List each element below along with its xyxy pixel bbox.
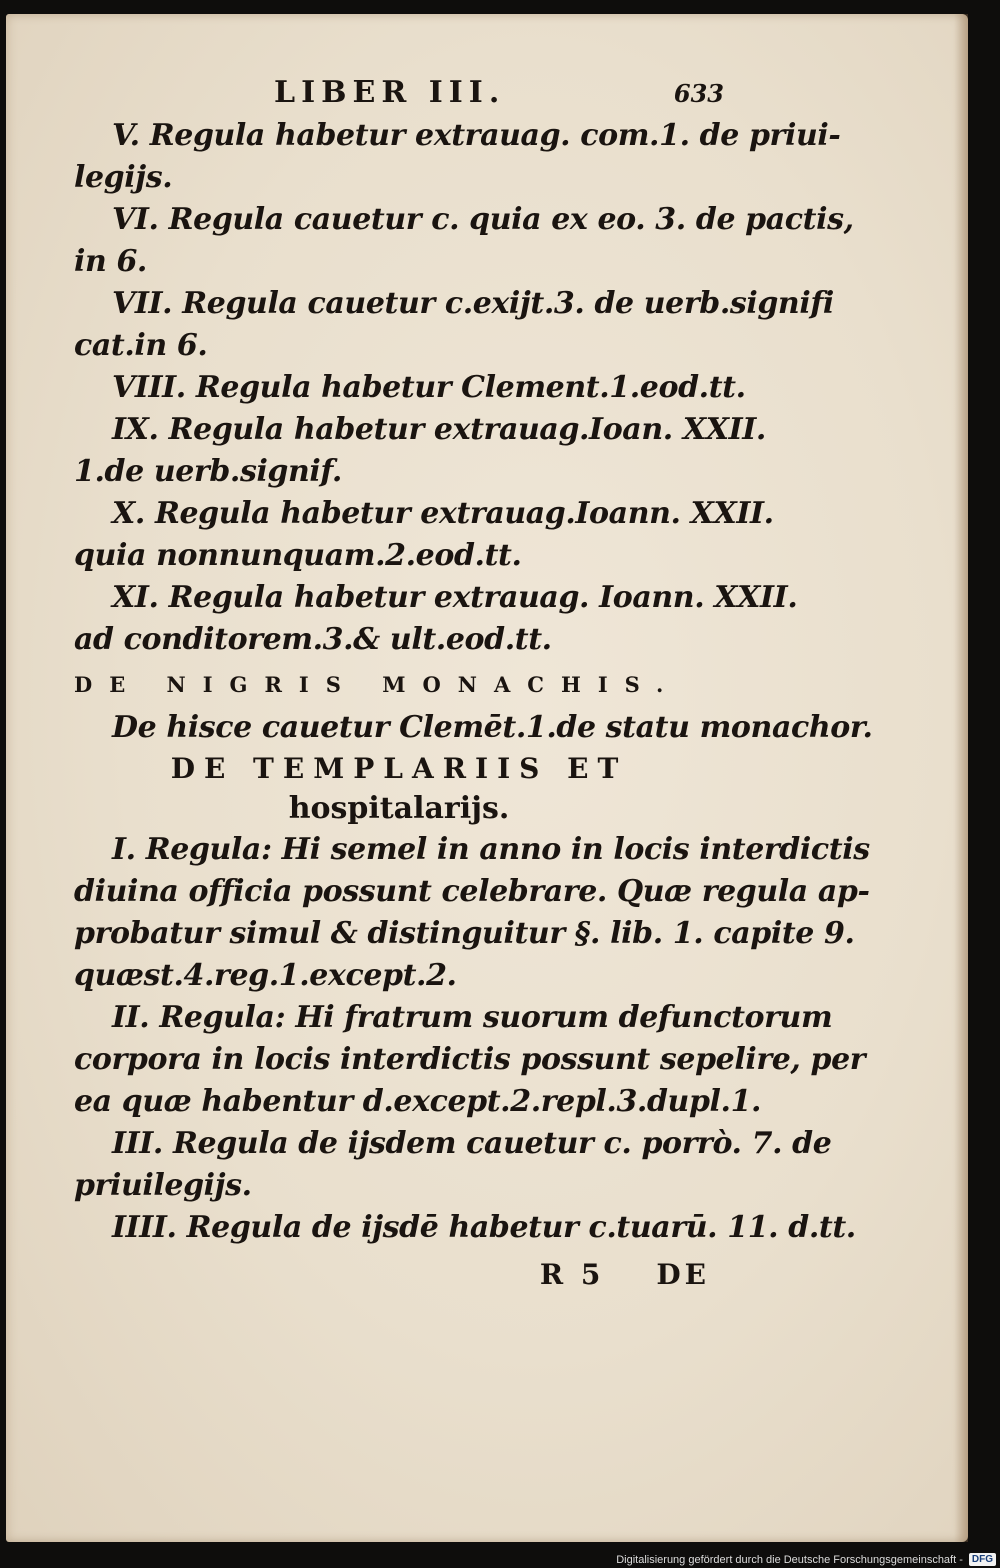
text-line: corpora in locis interdictis possunt sepelire, per [74,1042,866,1077]
text-line: ea quæ habentur d.except.2.repl.3.dupl.1. [74,1084,762,1119]
text-line: probatur simul & distinguitur §. lib. 1. capite 9. [74,916,855,951]
text-line: in 6. [74,244,147,279]
text-line: legijs. [74,160,173,195]
section-heading-nigris-monachis: DE NIGRIS MONACHIS. [74,672,681,697]
book-page [6,14,968,1542]
digitization-credit [616,1553,996,1566]
text-line: VIII. Regula habetur Clement.1.eod.tt. [112,370,746,405]
text-line: VI. Regula cauetur c. quia ex eo. 3. de pactis, [112,202,854,237]
text-line: quæst.4.reg.1.except.2. [74,958,457,993]
running-title: LIBER III. [274,75,506,110]
text-line: IIII. Regula de ijsdē habetur c.tuarū. 11. d.tt. [112,1210,856,1245]
body-lines-part2 [74,829,870,1249]
text-line: V. Regula habetur extrauag. com.1. de priui- [112,118,841,153]
text-line: II. Regula: Hi fratrum suorum defunctorum [112,1000,833,1035]
catchline [74,1253,724,1297]
dfg-logo-icon: DFG [969,1553,996,1566]
catchword: DE [656,1258,710,1291]
text-line: priuilegijs. [74,1168,252,1203]
page-number: 633 [673,79,724,108]
text-line: ad conditorem.3.& ult.eod.tt. [74,622,552,657]
text-line: I. Regula: Hi semel in anno in locis interdictis [112,832,870,867]
section-heading-templariis: DE TEMPLARIIS ET [170,752,628,785]
text-line: III. Regula de ijsdem cauetur c. porrò. 7. de [112,1126,832,1161]
page-edge-shadow [954,14,968,1542]
section-subheading-hospitalariis: hospitalarijs. [288,791,510,826]
text-line: quia nonnunquam.2.eod.tt. [74,538,522,573]
text-line: De hisce cauetur Clemēt.1.de statu monachor. [112,710,873,745]
text-line: 1.de uerb.signif. [74,454,342,489]
credit-text: Digitalisierung gefördert durch die Deutsche Forschungsgemeinschaft - [616,1553,963,1566]
text-line: XI. Regula habetur extrauag. Ioann. XXII. [112,580,798,615]
text-line: cat.in 6. [74,328,208,363]
text-line: X. Regula habetur extrauag.Ioann. XXII. [112,496,774,531]
body-lines-part1 [74,115,854,661]
running-header [74,72,724,115]
text-line: diuina officia possunt celebrare. Quæ regula ap- [74,874,870,909]
signature-mark: R 5 [539,1258,605,1291]
text-block [74,72,873,1297]
text-line: VII. Regula cauetur c.exijt.3. de uerb.signifi [112,286,834,321]
text-line: IX. Regula habetur extrauag.Ioan. XXII. [112,412,766,447]
